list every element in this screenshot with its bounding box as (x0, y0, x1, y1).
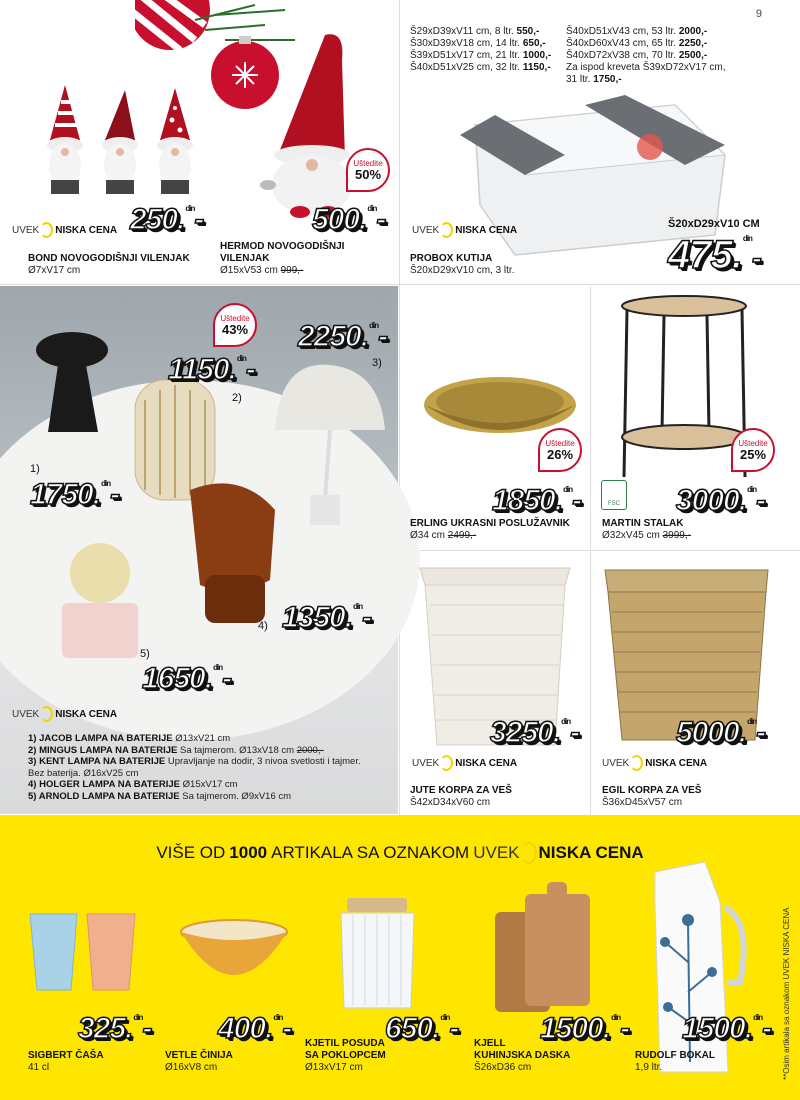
list-item: 2) MINGUS LAMPA NA BATERIJE Sa tajmerom. Ø13xV18 cm 2000,- (28, 744, 324, 756)
rudolf-desc: 1,9 ltr. (635, 1062, 663, 1073)
price-dash: - (376, 203, 386, 236)
badge-value: 43% (221, 322, 249, 337)
bond-gnomes-image (35, 80, 215, 200)
spec-line: 31 ltr. 1750,- (566, 74, 622, 85)
bond-price: 250.$^{din}$- (130, 203, 204, 236)
probox-name: PROBOX KUTIJA (410, 253, 493, 264)
logo-niska-cena: NISKA CENA (455, 757, 518, 769)
badge-value: 26% (546, 447, 574, 462)
probox-size-label: Š20xD29xV10 CM (668, 218, 760, 230)
divider (399, 550, 800, 551)
list-item: Bez baterija. Ø16xV25 cm (28, 767, 139, 779)
jute-name: JUTE KORPA ZA VEŠ (410, 785, 512, 796)
uvek-niska-cena-logo: UVEK NISKA CENA (473, 843, 644, 862)
spec-line: Š39xD51xV17 cm, 21 ltr. 1000,- (410, 50, 552, 61)
logo-uvek: UVEK (412, 757, 440, 769)
banner-post: ARTIKALA SA OZNAKOM (271, 843, 470, 862)
probox-price: 475.$^{din}$- (668, 233, 761, 277)
erling-price: 1850.$^{din}$- (492, 484, 582, 517)
badge-label: Uštedite (353, 159, 383, 168)
logo-ring-icon (40, 706, 53, 722)
rudolf-name: RUDOLF BOKAL (635, 1050, 715, 1061)
logo-uvek: UVEK (12, 224, 40, 236)
rudolf-price: 1500.$^{din}$- (682, 1012, 772, 1045)
vetle-bowl-image (178, 918, 290, 988)
lamp-3-label: 3) (372, 357, 382, 369)
footnote-vertical: **Osim artikala sa oznakom UVEK NISKA CENA (782, 907, 791, 1080)
price-dash: - (222, 662, 232, 695)
logo-ring-icon (440, 755, 453, 771)
erling-discount-badge (538, 428, 582, 472)
erling-desc: Ø34 cm 2499,- (410, 530, 477, 541)
kjetil-desc: Ø13xV17 cm (305, 1062, 363, 1073)
spec-line: Š40xD51xV25 cm, 32 ltr. 1150,- (410, 62, 551, 73)
logo-ring-icon (40, 222, 53, 238)
lamp-4-price: 1350.$^{din}$- (282, 601, 372, 634)
banner-pre: VIŠE OD (156, 843, 226, 862)
sigbert-name: SIGBERT ČAŠA (28, 1050, 104, 1061)
egil-desc: Š36xD45xV57 cm (602, 797, 683, 808)
probox-desc: Š20xD29xV10 cm, 3 ltr. (410, 265, 515, 276)
spec-line: Š40xD60xV43 cm, 65 ltr. 2250,- (566, 38, 708, 49)
kjetil-name-line1: KJETIL POSUDA (305, 1038, 385, 1049)
spec-line: Za ispod kreveta Š39xD72xV17 cm, (566, 62, 726, 73)
lamp-list (28, 733, 388, 802)
banner-bold: 1000 (229, 843, 268, 862)
price-dash: - (194, 203, 204, 236)
price-dash: - (142, 1012, 152, 1045)
kjetil-price: 650.$^{din}$- (385, 1012, 459, 1045)
logo-uvek: UVEK (602, 757, 630, 769)
spec-line: Š29xD39xV11 cm, 8 ltr. 550,- (410, 26, 540, 37)
erling-name: ERLING UKRASNI POSLUŽAVNIK (410, 518, 570, 529)
kjell-price: 1500.$^{din}$- (540, 1012, 630, 1045)
list-item: 3) KENT LAMPA NA BATERIJE Upravljanje na dodir, 3 nivoa svetlosti i tajmer. (28, 756, 361, 767)
sigbert-glasses-image (25, 910, 145, 995)
jute-desc: Š42xD34xV60 cm (410, 797, 491, 808)
martin-price: 3000.$^{din}$- (676, 484, 766, 517)
sigbert-price: 325.$^{din}$- (78, 1012, 152, 1045)
vetle-price: 400.$^{din}$- (218, 1012, 292, 1045)
kjell-name-line1: KJELL (474, 1038, 506, 1049)
lamp-2-label: 2) (232, 392, 242, 404)
logo-ring-icon (440, 222, 453, 238)
spec-line: Š30xD39xV18 cm, 14 ltr. 650,- (410, 38, 546, 49)
martin-discount-badge (731, 428, 775, 472)
uvek-niska-cena-logo (12, 222, 117, 238)
list-item: 1) JACOB LAMPA NA BATERIJE Ø13xV21 cm (28, 733, 231, 744)
logo-niska-cena: NISKA CENA (55, 708, 118, 720)
lamp-5-label: 5) (140, 648, 150, 660)
price-dash: - (756, 484, 766, 517)
spec-line: Š40xD51xV43 cm, 53 ltr. 2000,- (566, 26, 708, 37)
uvek-niska-cena-logo (412, 755, 517, 771)
price-dash: - (751, 242, 761, 275)
lamp-1-price: 1750.$^{din}$- (30, 478, 120, 511)
logo-niska-cena: NISKA CENA (455, 224, 518, 236)
divider (590, 552, 591, 815)
list-item: 4) HOLGER LAMPA NA BATERIJE Ø15xV17 cm (28, 779, 238, 790)
lamp-3-price: 2250.$^{din}$- (298, 320, 388, 353)
hermod-name-line2: VILENJAK (220, 253, 270, 264)
fsc-logo: FSC (601, 480, 627, 510)
price-dash: - (362, 601, 372, 634)
logo-ring-icon (630, 755, 643, 771)
vetle-desc: Ø16xV8 cm (165, 1062, 218, 1073)
uvek-niska-cena-logo (12, 706, 117, 722)
badge-value: 25% (739, 447, 767, 462)
kjell-desc: Š26xD36 cm (474, 1062, 532, 1073)
kjell-name-line2: KUHINJSKA DASKA (474, 1050, 571, 1061)
price-dash: - (762, 1012, 772, 1045)
logo-niska-cena: NISKA CENA (645, 757, 708, 769)
price-dash: - (245, 353, 255, 386)
badge-value: 50% (354, 167, 382, 182)
kjetil-name-line2: SA POKLOPCEM (305, 1050, 386, 1061)
jute-price: 3250.$^{din}$- (490, 716, 580, 749)
price-dash: - (449, 1012, 459, 1045)
divider (590, 286, 591, 550)
price-dash: - (756, 716, 766, 749)
lamp-discount-badge (213, 303, 257, 347)
lamp-5-price: 1650.$^{din}$- (142, 662, 232, 695)
martin-name: MARTIN STALAK (602, 518, 684, 529)
price-dash: - (282, 1012, 292, 1045)
lamp-1-label: 1) (30, 463, 40, 475)
kjetil-jar-image (335, 893, 420, 1013)
logo-uvek: UVEK (412, 224, 440, 236)
kjell-board-image (485, 882, 595, 1017)
uvek-niska-cena-logo (602, 755, 707, 771)
bond-name: BOND NOVOGODIŠNJI VILENJAK (28, 253, 190, 264)
bond-desc: Ø7xV17 cm (28, 265, 81, 276)
martin-desc: Ø32xV45 cm 3999,- (602, 530, 691, 541)
price-dash: - (378, 320, 388, 353)
lamp-4-label: 4) (258, 620, 268, 632)
egil-price: 5000.$^{din}$- (676, 716, 766, 749)
logo-niska-cena: NISKA CENA (55, 224, 118, 236)
vetle-name: VETLE ČINIJA (165, 1050, 233, 1061)
price-dash: - (572, 484, 582, 517)
hermod-name-line1: HERMOD NOVOGODIŠNJI (220, 241, 345, 252)
hermod-discount-badge (346, 148, 390, 192)
price-dash: - (570, 716, 580, 749)
price-dash: - (110, 478, 120, 511)
hermod-price: 500.$^{din}$- (312, 203, 386, 236)
badge-label: Uštedite (220, 314, 250, 323)
lamp-2-price: 1150.$^{din}$- (168, 353, 255, 386)
spec-line: Š40xD72xV38 cm, 70 ltr. 2500,- (566, 50, 708, 61)
erling-old-price: 2499,- (447, 530, 477, 541)
divider (0, 284, 800, 285)
martin-old-price: 3999,- (662, 530, 691, 541)
sigbert-desc: 41 cl (28, 1062, 50, 1073)
logo-uvek: UVEK (12, 708, 40, 720)
hermod-old-price: 999,- (280, 265, 304, 276)
list-item: 5) ARNOLD LAMPA NA BATERIJE Sa tajmerom. Ø9xV16 cm (28, 790, 292, 802)
probox-specs-left (410, 26, 570, 74)
egil-name: EGIL KORPA ZA VEŠ (602, 785, 702, 796)
probox-specs-right (566, 26, 746, 86)
badge-label: Uštedite (545, 439, 575, 448)
banner-headline (0, 842, 800, 864)
uvek-niska-cena-logo (412, 222, 517, 238)
page-number: 9 (755, 8, 762, 20)
hermod-desc: Ø15xV53 cm 999,- (220, 265, 304, 276)
price-dash: - (620, 1012, 630, 1045)
badge-label: Uštedite (738, 439, 768, 448)
egil-basket-image (600, 562, 775, 742)
